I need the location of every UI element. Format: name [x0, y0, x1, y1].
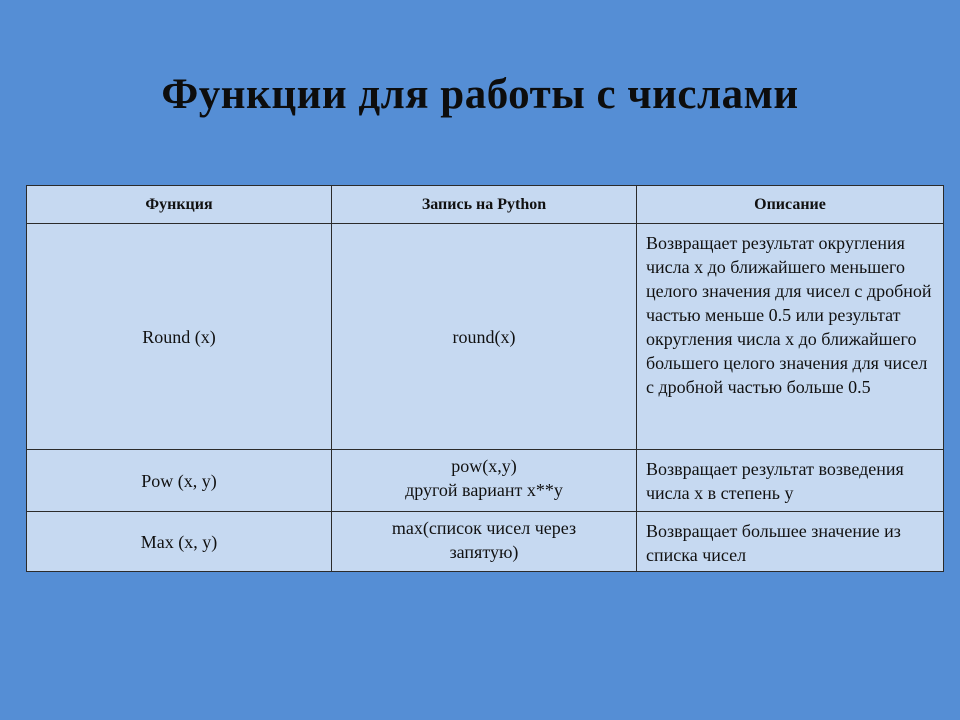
cell-description: Возвращает результат округления числа x до ближайшего меньшего целого значения для чисел с дробной частью меньше 0.5 или результат округления числа x до ближайшего большего целого значения для чисел с дробной частью больше 0.5: [637, 224, 944, 450]
table-header-row: [27, 186, 944, 224]
python-syntax-line: другой вариант x**y: [405, 480, 563, 500]
slide-title: Функции для работы с числами: [161, 71, 799, 118]
table-row-max: [27, 512, 944, 572]
header-description: Описание: [637, 186, 944, 224]
header-function: Функция: [27, 186, 332, 224]
header-python-syntax: Запись на Python: [332, 186, 637, 224]
python-syntax-line: max(список чисел через: [391, 518, 577, 538]
table-row-round: [27, 224, 944, 450]
table-row-pow: [27, 450, 944, 512]
python-syntax-line: запятую): [449, 542, 519, 562]
cell-description: Возвращает результат возведения числа x в степень y: [637, 450, 944, 512]
cell-function-name: Max (x, y): [27, 512, 332, 572]
cell-python-syntax: [332, 512, 637, 572]
cell-description: Возвращает большее значение из списка чисел: [637, 512, 944, 572]
functions-table: [26, 185, 944, 572]
python-syntax-line: pow(x,y): [451, 456, 517, 476]
python-syntax-line: round(x): [452, 326, 516, 347]
cell-python-syntax: [332, 224, 637, 450]
cell-python-syntax: [332, 450, 637, 512]
cell-function-name: Pow (x, y): [27, 450, 332, 512]
cell-function-name: Round (x): [27, 224, 332, 450]
